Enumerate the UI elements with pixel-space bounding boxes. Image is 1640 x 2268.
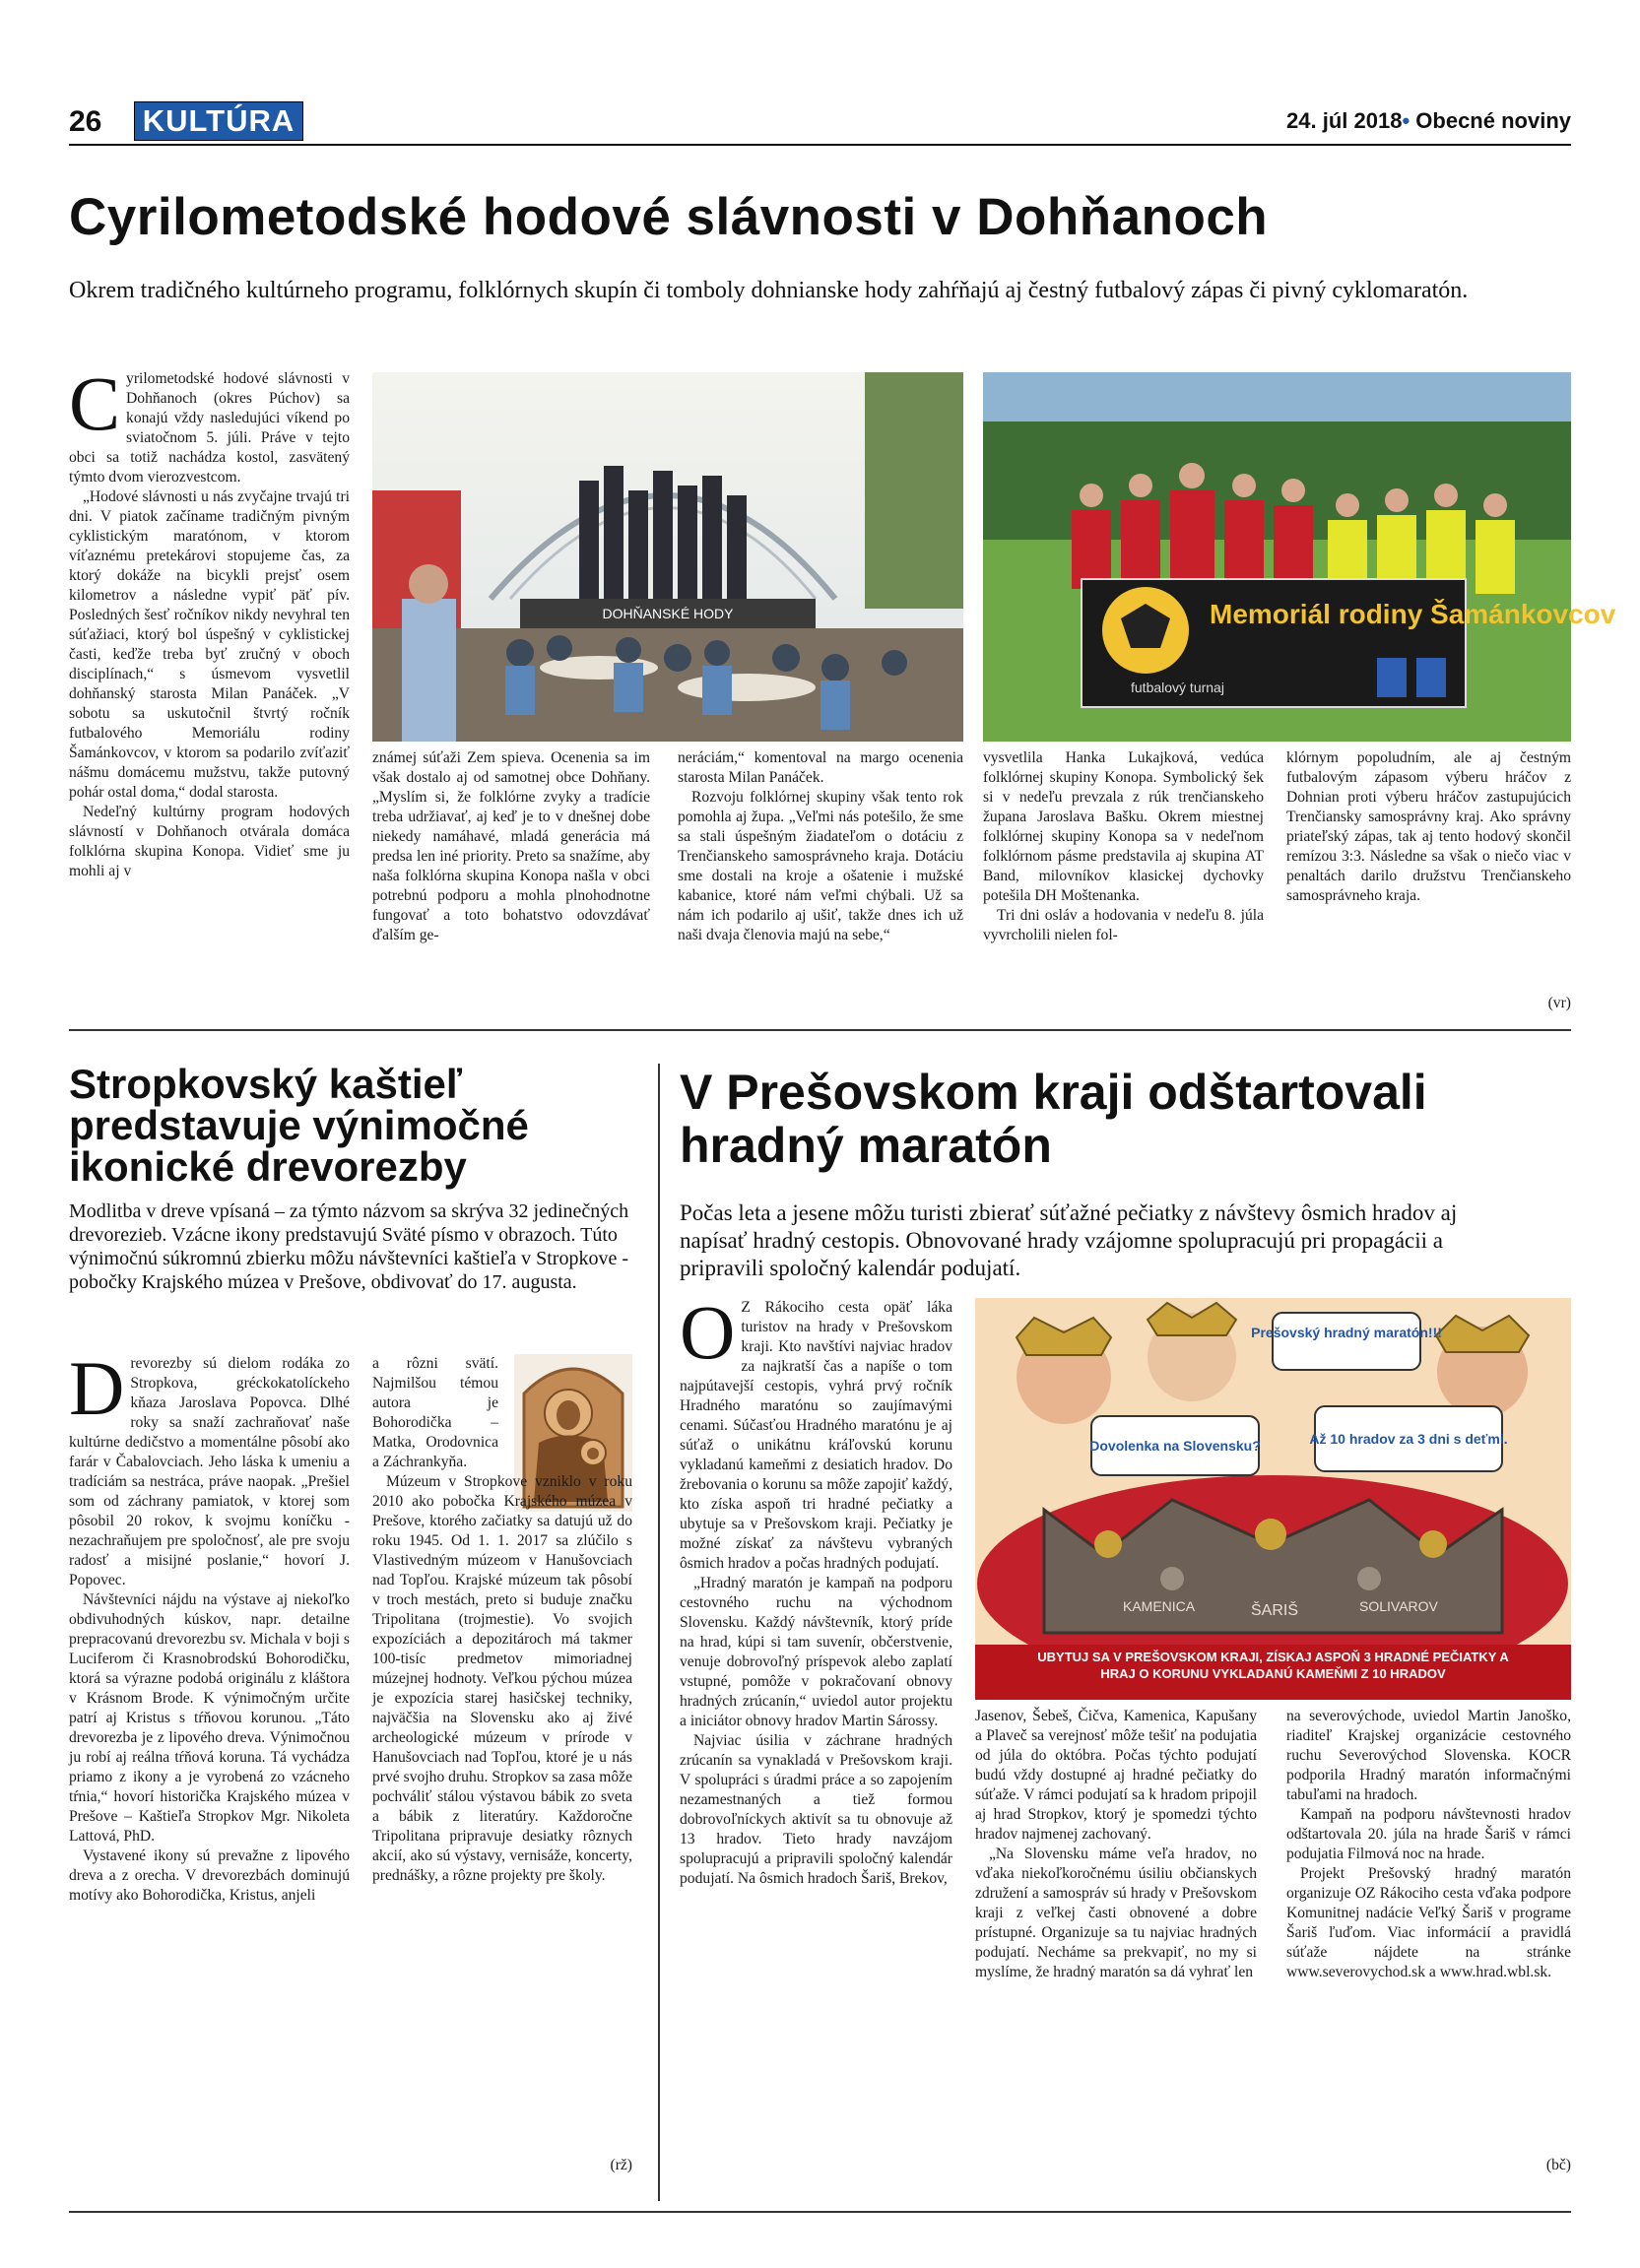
article1-photo-teams [983,372,1616,742]
article1-col4-p1: vysvetlila Hanka Lukajková, vedúca folklórnej skupiny Konopa. Symbolický šek si v nedeľu prevzala z rúk trenčianskeho župana Jaroslava Bašku. Okrem miestnej folklórnej skupiny Konopa sa v nedeľnom folklórnom pásme predstavila aj skupina AT Band, milovníkov klasickej dychovky potešila DH Moštenanka. [983,749,1264,904]
article1-lead: Okrem tradičného kultúrneho programu, folklórnych skupín či tomboly dohnianske hody zahŕňajú aj čestný futbalový zápas či pivný cyklomaratón. [69,278,1469,303]
issue-date: 24. júl 2018 [1286,108,1403,133]
banner-subtext: futbalový turnaj [1131,680,1224,695]
article3-col2 [975,1707,1257,1982]
article1-dropcap: C [69,360,121,446]
article1-col2 [372,748,650,945]
article2-col2 [372,1354,632,1886]
article1-bottom-rule [69,1029,1571,1031]
article2-col2-p1: a rôzni svätí. Najmilšou témou autora je Bohorodička – Matka, Orodovnica a Záchrankyňa. [372,1355,498,1470]
article1-col4 [983,748,1264,945]
article1-col1 [69,360,350,881]
article2-col2-p2: Múzeum v Stropkove vzniklo v roku 2010 ako pobočka Krajského múzea v Prešove, ktorého začiatky sa datujú už do roku 1945. Od 1. 1. 2017 sa zlúčilo s Vlastivedným múzeom v Hanušovciach nad Topľou. Krajské múzeum tak pôsobí v troch mestách, preto si buduje značku Tripolitana (trojmestie). Vo svojich expozíciách a depozitároch má takmer 100-tisíc predmetov mimoriadnej múzejnej hodnoty. Veľkou pýchou múzea je expozícia starej hasičskej techniky, najväčšia na Slovensku ako aj živé archeologické múzeum v prírode v Hanušovciach nad Topľou, ktoré je u nás prvé svojho druhu. Stropkov sa zasa môže pochváliť stálou výstavou bábik zo sveta a bábik z literatúry. Každoročne Tripolitana pripravuje desiatky rôznych akcií, ako sú výstavy, vernisáže, koncerty, prednášky, a rôzne projekty pre školy. [372,1473,632,1884]
article1-col5-p1: klórnym popoludním, ale aj čestným futbalovým zápasom výberu hráčov z Dohnian proti výberu hráčov zastupujúcich Trenčiansky samosprávny kraj. Ako správny priateľský zápas, tak aj tento hodový skončil remízou 3:3. Následne sa však o niečo viac v penaltách darilo družstvu Trenčianskeho samosprávneho kraja. [1286,749,1571,904]
article-divider-vertical [658,1064,660,2201]
article3-col2-p1: Jasenov, Šebeš, Čičva, Kamenica, Kapušany a Plaveč sa verejnosť môže tešiť na podujatia od júla do októbra. Počas týchto podujatí budú vždy dostupné aj hradné pečiatky do súťaže. V rámci podujatí sa k hradom pripojil aj hrad Stropkov, ktorý je spomedzi týchto hradov najmenej zachovaný. [975,1708,1257,1843]
article3-signature: (bč) [1545,2157,1571,2173]
poster-bubble1: Prešovský hradný maratón!!! [1251,1325,1442,1340]
article3-col3-p3: Projekt Prešovský hradný maratón organizuje OZ Rákociho cesta vďaka podpore Komunitnej nadácie Veľký Šariš v programe Šariš ľuďom. Viac informácií a pravidlá súťaže nájdete na stránke www.severovychod.sk a www.hrad.wbl.sk. [1286,1865,1571,1980]
article1-col2-p1: známej súťaži Zem spieva. Ocenenia sa im však dostalo aj od samotnej obce Dohňany. „Myslím si, že folklórne zvyky a tradície treba udržiavať, aj keď je to v dnešnej dobe niekedy namáhavé, mladá generácia má predsa len iné priority. Preto sa snažíme, aby naša folklórna skupina Konopa našla v obci potrebnú podporu a mohla plnohodnotne fungovať a toto bohatstvo odovzdávať ďalším ge- [372,749,650,943]
crown-text-3: SOLIVAROV [1359,1598,1438,1614]
article2-lead: Modlitba v dreve vpísaná – za týmto názvom sa skrýva 32 jedinečných drevorezieb. Vzácne ikony predstavujú Sväté písmo v obrazoch. Túto výnimočnú súkromnú zbierku môžu návštevníci kaštieľa v Stropkove - pobočky Krajského múzea v Prešove, obdivovať do 17. augusta. [69,1200,629,1293]
article2-col1-p2: Návštevníci nájdu na výstave aj niekoľko obdivuhodných kúskov, napr. detailne prepracovanú drevorezbu sv. Michala v boji s Luciferom či Krasnobrodskú Bohorodičku, ktorá sa výrazne podobá originálu z kláštora v Krásnom Brode. K výnimočným určite patrí aj Kristus s tŕňovou korunou. „Táto drevorezba je z lipového dreva. Výnimočnou ju robí aj reálna tŕňová koruna. Tá vychádza priamo z ikony a je vyrobená zo vzácneho tŕnia,“ hovorí historička Krajského múzea v Prešove – Kaštieľa Stropkov Mgr. Nikoleta Lattová, PhD. [69,1591,350,1845]
article1-col1-p2: „Hodové slávnosti u nás zvyčajne trvajú tri dni. V piatok začíname tradičným pivným cyklistickým maratónom, v ktorom víťaznému pretekárovi stopujeme čas, za ktorý dokáže na bicykli prejsť osem kilometrov a následne vypiť päť pív. Posledných šesť ročníkov nikdy nevyhral ten súťažiaci, ktorý bol úspešný v cyklistickej časti, keďže treba byť zručný v oboch disciplínach,“ s úsmevom vysvetlil dohňanský starosta Milan Panáček. „V sobotu sa uskutočnil štvrtý ročník futbalového Memoriálu rodiny Šamánkovcov, v ktorom sa podarilo zvíťaziť nášmu domácemu mužstvu, takže putovný pohár ostal doma,“ dodal starosta. [69,488,350,801]
article1-col3 [678,748,963,945]
bullet-dot: • [1402,108,1410,133]
publication-name: Obecné noviny [1415,108,1571,133]
article3-poster [975,1298,1571,1700]
article3-col1-p3: Najviac úsilia v záchrane hradných zrúcanín sa vynakladá v Prešovskom kraji. V spolupráci s úradmi práce a so zapojením nezamestnaných a tiež formou dobrovoľníckych aktivít sa tu obnovuje až 13 hradov. Tieto hrady navzájom spolupracujú a pripravili spoločný kalendár podujatí. Na ôsmich hradoch Šariš, Brekov, [680,1732,952,1887]
article1-photo-stage [372,372,963,742]
crown-text-1: KAMENICA [1123,1598,1196,1614]
article1-title: Cyrilometodské hodové slávnosti v Dohňanoch [69,188,1269,246]
poster-footer: UBYTUJ SA V PREŠOVSKOM KRAJI, ZÍSKAJ ASPOŇ 3 HRADNÉ PEČIATKY A HRAJ O KORUNU VYKLADANÚ KAMEŇMI Z 10 HRADOV [1037,1650,1509,1681]
article2-col1 [69,1345,350,1906]
page-bottom-rule [69,2211,1571,2213]
crown-text-2: ŠARIŠ [1251,1602,1299,1619]
article3-col2-p2: „Na Slovensku máme veľa hradov, no vďaka niekoľkoročnému úsiliu občianskych združení a samospráv sú hrady v Prešovskom kraji z veľkej časti obnovené a dobre prístupné. Organizuje sa tu najviac hradných podujatí. Necháme sa prekvapiť, no my si myslíme, že hradný maratón sa dá vyhrať len [975,1846,1257,1980]
issue-info [1286,108,1571,134]
section-label [134,101,303,141]
article2-col1-p1: revorezby sú dielom rodáka zo Stropkova, gréckokatolíckeho kňaza Jaroslava Popovca. Dlhé roky sa snaží zachraňovať naše kultúrne dedičstvo a momentálne pôsobí ako farár v Čabalovciach. Jeho láska k umeniu a tradíciám sa nestráca, práve naopak. „Prešiel som od záchrany pamiatok, v ktorej som pôsobil 20 rokov, k svojmu koníčku - nezachraňujem pre spoločnosť, ale pre svoju radosť a misijné poslanie,“ hovorí J. Popovec. [69,1355,350,1588]
article3-col3-p1: na severovýchode, uviedol Martin Janoško, riaditeľ Krajskej organizácie cestovného ruchu Severovýchod Slovenska. KOCR podporila Hradný maratón informačnými tabuľami na hradoch. [1286,1708,1571,1803]
article2-col1-p3: Vystavené ikony sú prevažne z lipového dreva a z orecha. V drevorezbách dominujú motívy ako Bohorodička, Kristus, anjeli [69,1847,350,1904]
article1-col1-p3: Nedeľný kultúrny program hodových slávností v Dohňanoch otvárala domáca folklórna skupina Konopa. Vidieť sme ju mohli aj v [69,804,350,879]
article1-col3-p2: Rozvoju folklórnej skupiny však tento rok pomohla aj župa. „Veľmi nás potešilo, že sme sa stali úspešným žiadateľom o dotáciu z Trenčianskeho samosprávneho kraja. Dotáciu sme dostali na kroje a ošatenie i mužské kabanice, ktoré nám veľmi chýbali. Už sa nám ich podarilo aj ušiť, takže dnes ich už naši dvaja členovia majú na sebe,“ [678,789,963,943]
castle-marathon-poster [975,1298,1571,1700]
article3-col3 [1286,1707,1571,1982]
article1-signature: (vr) [1547,995,1571,1011]
article2-dropcap: D [69,1345,125,1431]
poster-bubble3: Až 10 hradov za 3 dni s deťmi. [1309,1431,1508,1447]
poster-bubble2: Dovolenka na Slovensku? [1089,1438,1261,1454]
article3-col3-p2: Kampaň na podporu návštevnosti hradov odštartovala 20. júla na hrade Šariš v rámci podujatia Filmová noc na hrade. [1286,1806,1571,1862]
article2-title: Stropkovský kaštieľ predstavuje výnimočné ikonické drevorezby [69,1061,529,1190]
section-label-text: KULTÚRA [142,103,295,138]
teams-photo-illustration [983,372,1616,742]
article3-lead: Počas leta a jesene môžu turisti zbierať súťažné pečiatky z návštevy ôsmich hradov aj napísať hradný cestopis. Obnovované hrady vzájomne spolupracujú pri propagácii a pripravili spoločný kalendár podujatí. [680,1200,1458,1280]
article3-col1-p2: „Hradný maratón je kampaň na podporu cestovného ruchu na východnom Slovensku. Každý návštevník, ktorý príde na hrad, kúpi si tam suvenír, občerstvenie, venuje dobrovoľný príspevok alebo zaplatí vstupné, pomôže v pokračovaní obnovy hradných zrúcanín,“ uviedol autor projektu a iniciátor obnovy hradov Martin Sárossy. [680,1575,952,1729]
article1-col5 [1286,748,1571,906]
article3-title: V Prešovskom kraji odštartovali hradný maratón [680,1065,1427,1173]
article3-dropcap: O [680,1289,736,1375]
banner-text: Memoriál rodiny Šamánkovcov [1210,599,1616,629]
article1-col1-p1: yrilometodské hodové slávnosti v Dohňanoch (okres Púchov) sa konajú vždy nasledujúci víkend po sviatočnom 5. júli. Práve v tejto obci sa totiž nachádza kostol, zasvätený týmto dvom vierozvestcom. [69,370,350,486]
stage-photo-illustration [372,372,963,742]
article3-col1-p1: Z Rákociho cesta opäť láka turistov na hrady v Prešovskom kraji. Kto navštívi najviac hradov za najkratší čas a napíše o tom najpútavejší cestopis, vyhrá prvý ročník Hradného maratónu so zaujímavými cenami. Súčasťou Hradného maratónu je aj súťaž o unikátnu kráľovskú korunu vykladanú kameňmi z desiatich hradov. Do žrebovania o korunu sa môže zapojiť každý, kto získa aspoň tri hradné pečiatky a ubytuje sa v Prešovskom kraji. Pečiatky je možné získať za návštevu vybraných ôsmich hradov a počas hradných podujatí. [680,1299,952,1572]
article2-signature: (rž) [610,2157,632,2173]
article1-col3-p1: neráciám,“ komentoval na margo ocenenia starosta Milan Panáček. [678,749,963,786]
article3-col1 [680,1289,952,1889]
stage-sign: DOHŇANSKÉ HODY [602,606,734,621]
masthead-rule [69,144,1571,146]
page-number: 26 [69,105,102,138]
article1-col4-p2: Tri dni osláv a hodovania v nedeľu 8. júla vyvrcholili nielen fol- [983,907,1264,943]
